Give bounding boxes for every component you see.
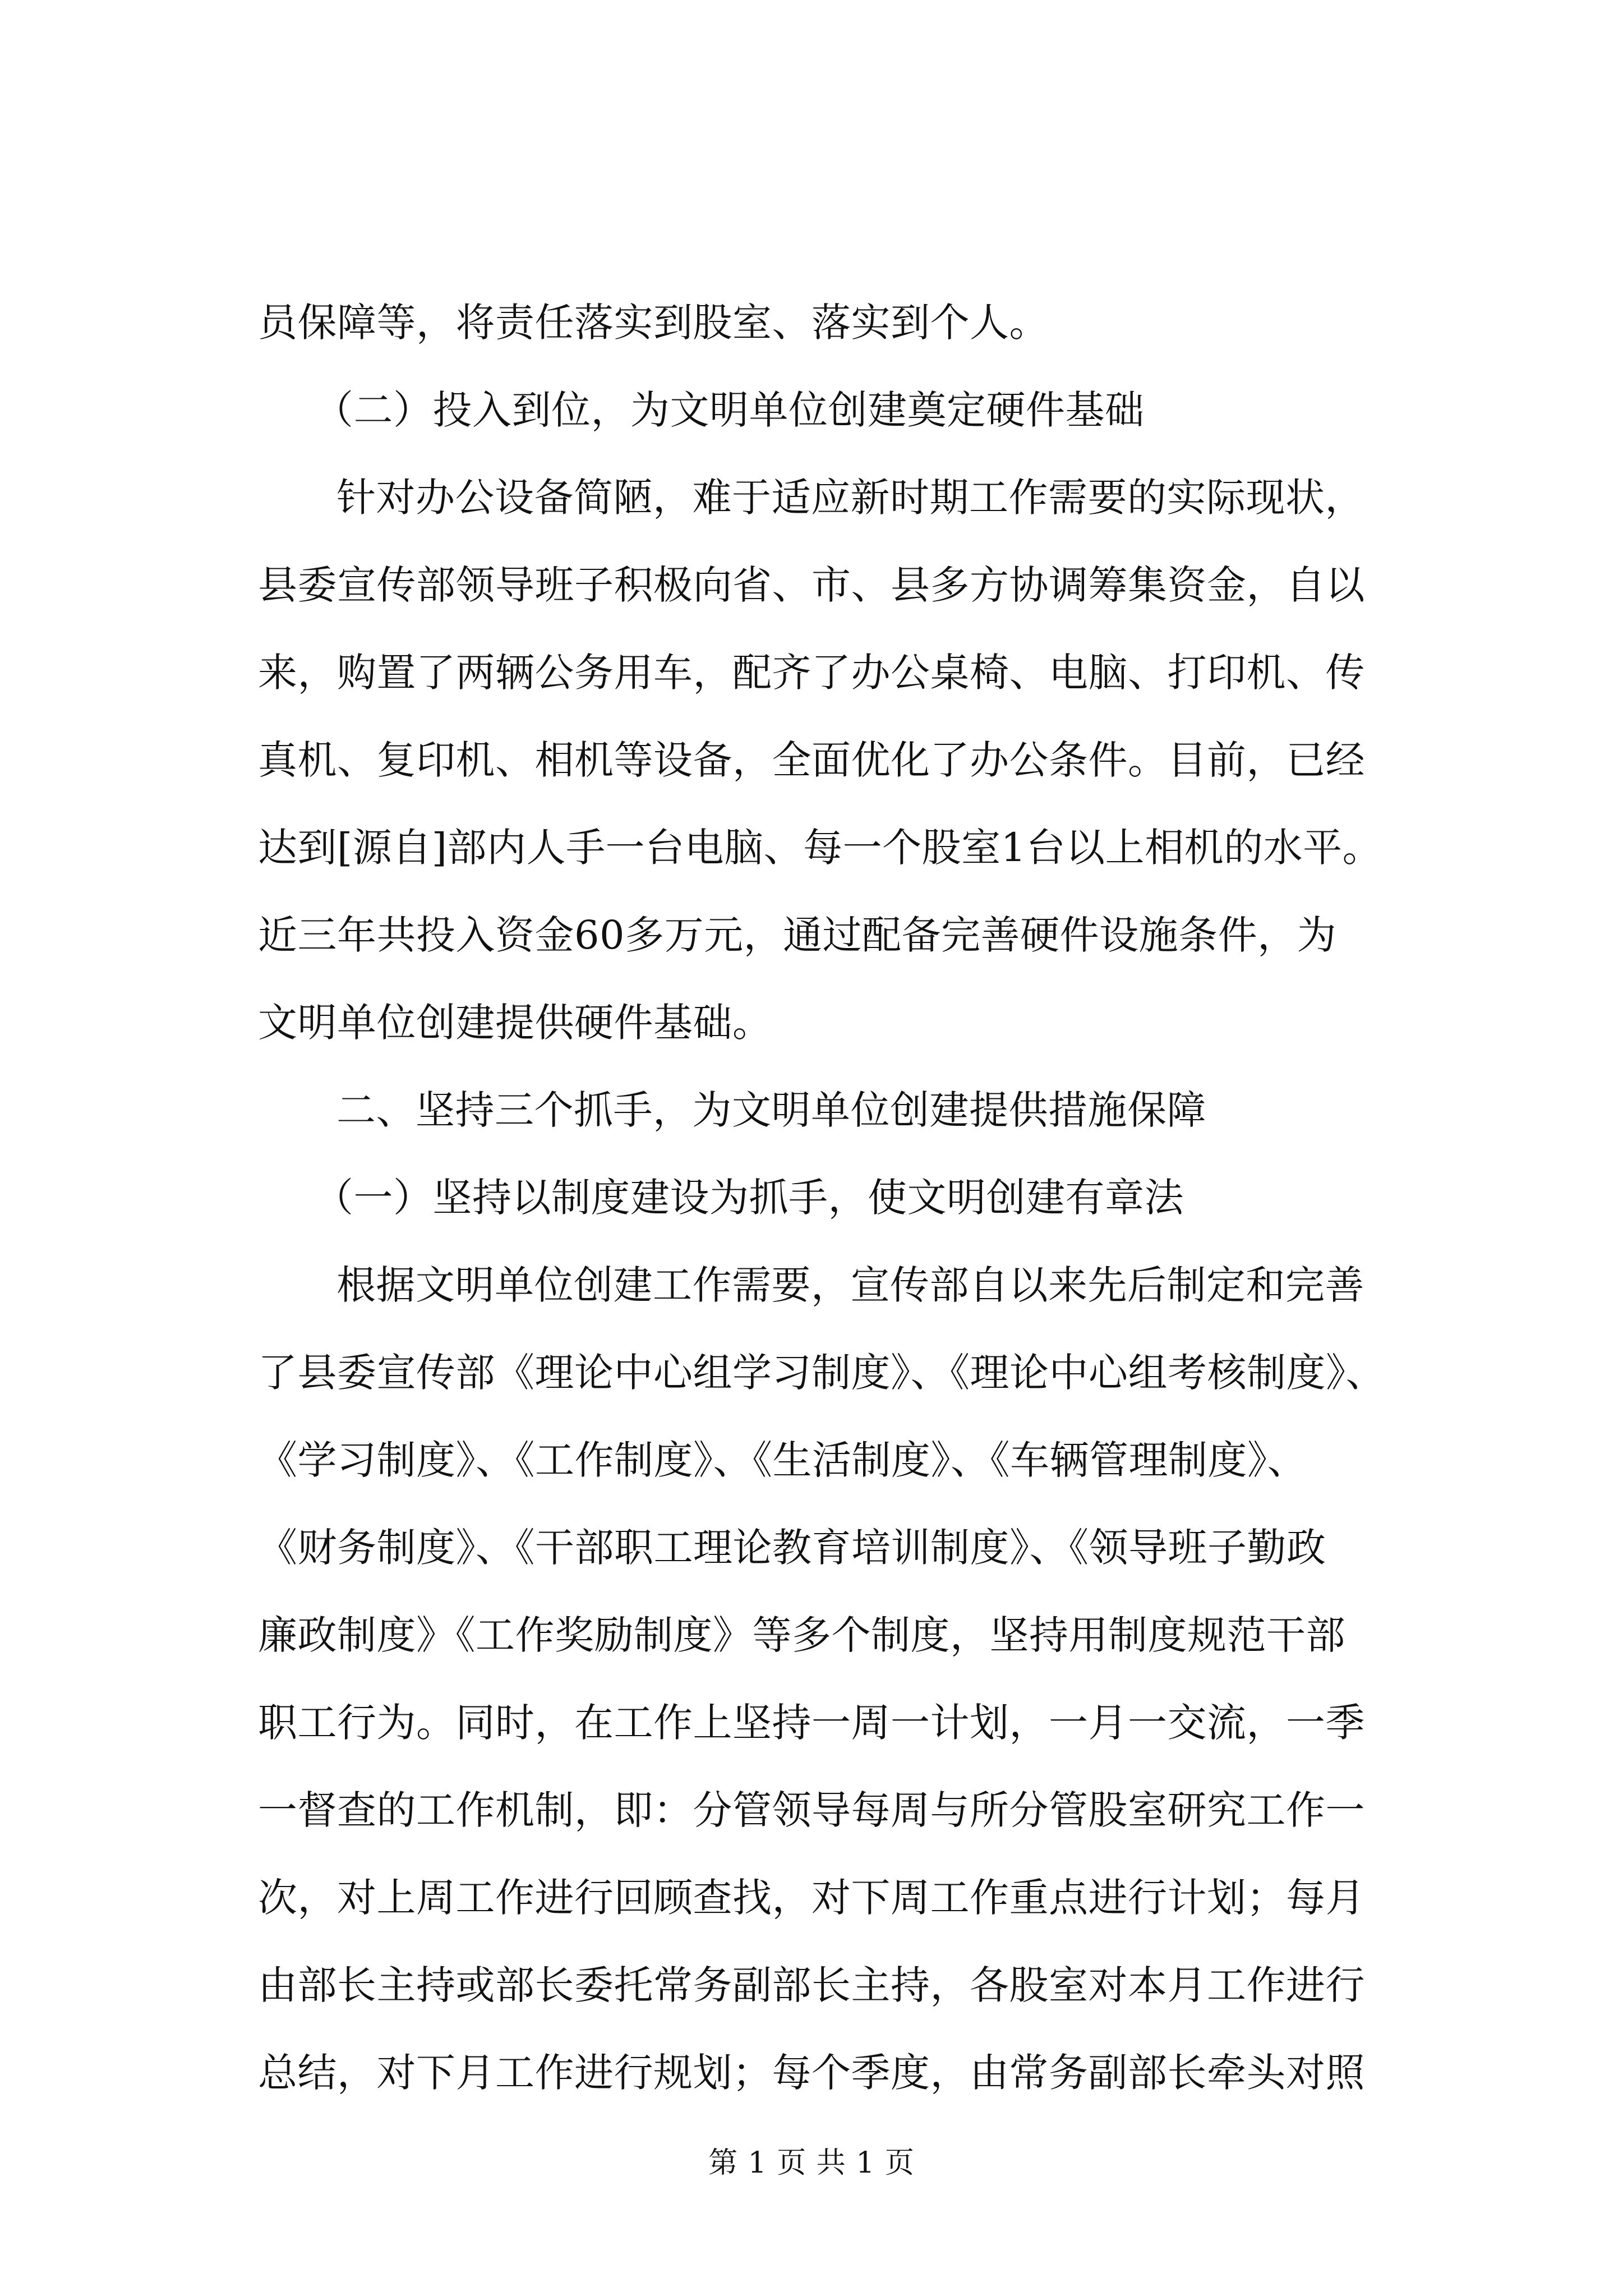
paragraph-line: 文明单位创建提供硬件基础。 (258, 1000, 772, 1046)
paragraph-line: 一督查的工作机制，即：分管领导每周与所分管股室研究工作一 (258, 1787, 1365, 1833)
paragraph-line: 职工行为。同时，在工作上坚持一周一计划，一月一交流，一季 (258, 1700, 1365, 1746)
paragraph-line: 针对办公设备简陋，难于适应新时期工作需要的实际现状， (336, 475, 1364, 521)
paragraph-line: 达到[源自]部内人手一台电脑、每一个股室1台以上相机的水平。 (258, 825, 1382, 871)
paragraph-line: 县委宣传部领导班子积极向省、市、县多方协调筹集资金，自以 (258, 562, 1365, 608)
paragraph-line: 近三年共投入资金60多万元，通过配备完善硬件设施条件，为 (258, 912, 1337, 958)
paragraph-line: 《财务制度》、《干部职工理论教育培训制度》、《领导班子勤政 (258, 1525, 1326, 1571)
paragraph-line: 真机、复印机、相机等设备，全面优化了办公条件。目前，已经 (258, 737, 1365, 783)
document-body (258, 300, 1464, 2141)
paragraph-line: 了县委宣传部《理论中心组学习制度》、《理论中心组考核制度》、 (258, 1350, 1385, 1396)
page-number-footer: 第 1 页 共 1 页 (708, 2146, 915, 2180)
paragraph-line: 廉政制度》《工作奖励制度》等多个制度，坚持用制度规范干部 (258, 1612, 1345, 1658)
paragraph-line: 次，对上周工作进行回顾查找，对下周工作重点进行计划；每月 (258, 1875, 1365, 1921)
paragraph-line: 员保障等，将责任落实到股室、落实到个人。 (258, 300, 1049, 346)
paragraph-line: 总结，对下月工作进行规划；每个季度，由常务副部长牵头对照 (258, 2050, 1365, 2096)
paragraph-line: 《学习制度》、《工作制度》、《生活制度》、《车辆管理制度》、 (258, 1437, 1307, 1483)
section-heading: 二、坚持三个抓手，为文明单位创建提供措施保障 (336, 1087, 1206, 1133)
paragraph-line: 根据文明单位创建工作需要，宣传部自以来先后制定和完善 (336, 1262, 1364, 1308)
subsection-heading: （二）投入到位，为文明单位创建奠定硬件基础 (314, 387, 1145, 433)
paragraph-line: 来，购置了两辆公务用车，配齐了办公桌椅、电脑、打印机、传 (258, 650, 1365, 696)
subsection-heading: （一）坚持以制度建设为抓手，使文明创建有章法 (314, 1175, 1184, 1221)
paragraph-line: 由部长主持或部长委托常务副部长主持，各股室对本月工作进行 (258, 1962, 1365, 2008)
